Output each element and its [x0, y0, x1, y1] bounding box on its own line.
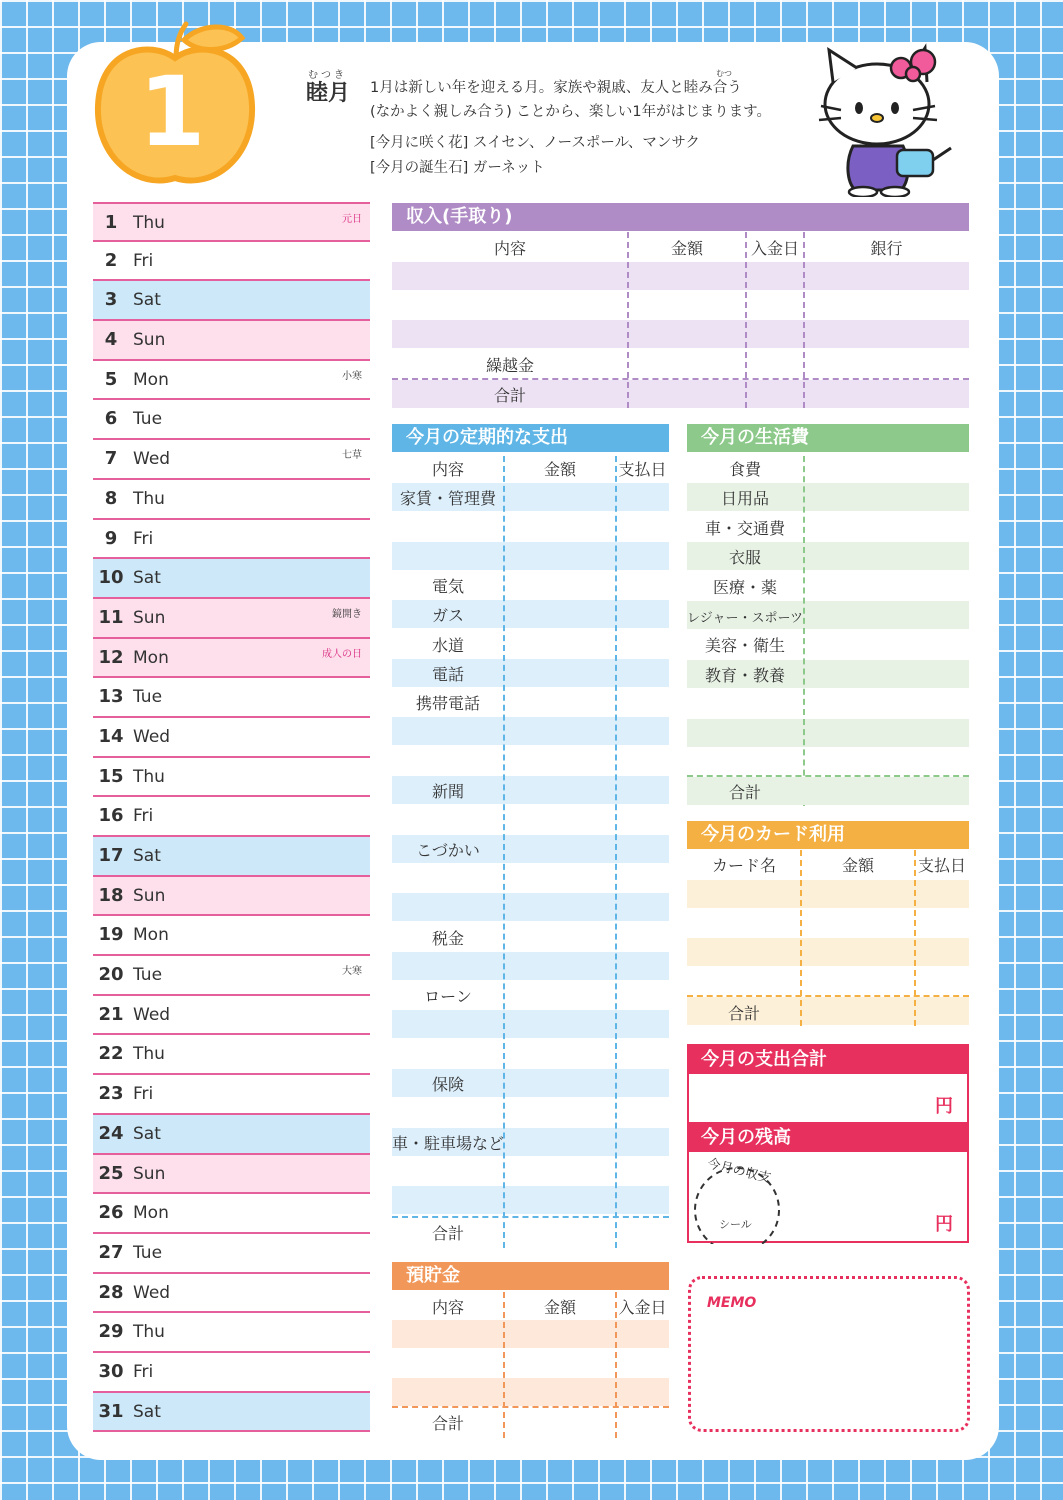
day-weekday: Sun: [133, 885, 166, 906]
fixed-item-label: ローン: [424, 987, 472, 1007]
day-weekday: Thu: [133, 488, 165, 509]
savings-row-stripe: [392, 1320, 669, 1348]
calendar-day-row[interactable]: [93, 599, 370, 639]
fixed-total-label: 合計: [431, 1224, 464, 1243]
day-number: 29: [98, 1321, 124, 1343]
fixed-row-stripe: [392, 952, 669, 980]
day-calendar-list: [93, 202, 370, 1432]
fixed-item-label: こづかい: [416, 840, 480, 860]
day-number: 7: [104, 448, 118, 470]
fixed-col-pay-date: 支払日: [618, 460, 667, 479]
calendar-day-row[interactable]: [93, 1035, 370, 1075]
day-weekday: Tue: [133, 1242, 163, 1263]
card-row-stripe: [687, 880, 969, 908]
day-number: 12: [98, 646, 124, 668]
day-weekday: Wed: [133, 726, 171, 747]
fixed-item-label: 車・駐車場など: [392, 1133, 505, 1153]
living-expenses-section-header: 今月の生活費: [687, 424, 969, 452]
living-item-label: 食費: [728, 460, 761, 479]
calendar-day-row[interactable]: [93, 202, 370, 242]
day-note: 七草: [342, 450, 362, 462]
day-number: 6: [104, 408, 118, 430]
day-note: 小寒: [342, 370, 362, 382]
fixed-row-stripe: [392, 1186, 669, 1214]
day-weekday: Fri: [133, 806, 154, 827]
calendar-day-row[interactable]: [93, 1393, 370, 1433]
day-weekday: Fri: [133, 1084, 154, 1105]
card-col-name: カード名: [711, 856, 776, 875]
day-number: 31: [98, 1400, 124, 1422]
calendar-day-row[interactable]: [93, 1194, 370, 1234]
day-weekday: Thu: [133, 1322, 165, 1343]
income-section-header: 収入(手取り): [392, 203, 969, 231]
month-name-ruby: むつき: [308, 70, 347, 81]
day-number: 24: [98, 1122, 124, 1144]
card-row-stripe: [687, 938, 969, 966]
day-weekday: Wed: [133, 1282, 171, 1303]
description-ruby: むつ: [716, 69, 732, 78]
balance-yen-unit: 円: [935, 1214, 953, 1235]
day-number: 19: [98, 924, 124, 946]
fixed-item-label: 電話: [431, 664, 464, 684]
fixed-col-divider: [615, 456, 617, 1248]
day-number: 3: [104, 289, 118, 311]
calendar-day-row[interactable]: [93, 758, 370, 798]
fixed-item-label: 家賃・管理費: [399, 489, 496, 508]
day-number: 25: [98, 1162, 124, 1184]
calendar-day-row[interactable]: [93, 361, 370, 401]
calendar-day-row[interactable]: [93, 797, 370, 837]
savings-row-stripe: [392, 1378, 669, 1406]
calendar-day-row[interactable]: [93, 1234, 370, 1274]
day-weekday: Wed: [133, 1004, 171, 1025]
fixed-row-stripe: [392, 542, 669, 570]
card-total-label: 合計: [727, 1004, 760, 1023]
fixed-item-label: 保険: [431, 1075, 464, 1094]
day-number: 2: [104, 249, 118, 271]
expense-total-header: 今月の支出合計: [689, 1046, 967, 1074]
balance-box: [687, 1122, 969, 1243]
day-weekday: Mon: [133, 647, 169, 668]
income-col-divider: [745, 232, 747, 408]
fixed-col-content: 内容: [431, 460, 464, 479]
day-number: 11: [98, 606, 124, 628]
calendar-day-row[interactable]: [93, 1075, 370, 1115]
fixed-expenses-section-header: 今月の定期的な支出: [392, 424, 669, 452]
fixed-row-stripe: [392, 717, 669, 745]
day-number: 9: [104, 527, 118, 549]
expense-total-yen-unit: 円: [935, 1096, 953, 1117]
income-carryover-label: 繰越金: [485, 356, 534, 375]
calendar-day-row[interactable]: [93, 281, 370, 321]
living-col-divider: [803, 456, 805, 806]
day-weekday: Sun: [133, 330, 166, 351]
day-weekday: Fri: [133, 528, 154, 549]
day-weekday: Tue: [133, 409, 163, 430]
savings-col-deposit-date: 入金日: [618, 1298, 667, 1317]
day-number: 22: [98, 1043, 124, 1065]
month-description-line1: 1月は新しい年を迎える月。家族や親戚、友人と睦み合う: [370, 80, 742, 96]
card-col-divider: [800, 850, 802, 1026]
card-total-divider: [687, 995, 969, 997]
calendar-day-row[interactable]: [93, 678, 370, 718]
living-item-label: レジャー・スポーツ: [687, 611, 803, 626]
calendar-day-row[interactable]: [93, 242, 370, 282]
day-note: 鏡開き: [332, 608, 362, 620]
month-name: 睦月: [306, 81, 351, 106]
card-usage-section-header: 今月のカード利用: [687, 821, 969, 849]
month-description-line2: (なかよく親しみ合う) ことから、楽しい1年がはじまります。: [370, 104, 771, 120]
day-number: 27: [98, 1241, 124, 1263]
day-number: 21: [98, 1003, 124, 1025]
income-col-bank: 銀行: [870, 239, 903, 258]
day-number: 1: [104, 212, 118, 233]
month-number: 1: [138, 56, 206, 168]
month-flower: [今月に咲く花] スイセン、ノースポール、マンサク: [370, 135, 700, 151]
calendar-day-row[interactable]: [93, 916, 370, 956]
day-note: 大寒: [342, 966, 362, 978]
day-weekday: Sat: [133, 1401, 161, 1422]
day-weekday: Wed: [133, 449, 171, 470]
living-item-label: 衣服: [728, 548, 761, 568]
day-weekday: Sat: [133, 290, 161, 311]
day-number: 10: [98, 567, 124, 589]
card-col-amount: 金額: [841, 856, 874, 875]
calendar-day-row[interactable]: [93, 1155, 370, 1195]
income-col-amount: 金額: [670, 239, 703, 258]
calendar-day-row[interactable]: [93, 718, 370, 758]
calendar-day-row[interactable]: [93, 877, 370, 917]
fixed-col-amount: 金額: [543, 460, 576, 479]
income-total-label: 合計: [493, 386, 526, 405]
fixed-item-label: 税金: [431, 928, 464, 948]
income-row-stripe: [392, 320, 969, 348]
day-number: 28: [98, 1281, 124, 1303]
day-weekday: Tue: [133, 687, 163, 708]
calendar-day-row[interactable]: [93, 1274, 370, 1314]
day-number: 23: [98, 1083, 124, 1105]
fixed-item-label: 水道: [431, 635, 464, 655]
fixed-item-label: 電気: [431, 576, 464, 596]
income-total-divider: [392, 378, 969, 380]
day-number: 17: [98, 845, 124, 866]
balance-header: 今月の残高: [689, 1124, 967, 1152]
sticker-label: シール: [719, 1218, 752, 1231]
day-number: 5: [104, 368, 118, 390]
day-weekday: Fri: [133, 250, 154, 271]
month-birthstone: [今月の誕生石] ガーネット: [370, 160, 545, 176]
savings-section-header: 預貯金: [392, 1262, 669, 1290]
fixed-item-label: 携帯電話: [415, 694, 480, 714]
day-number: 15: [98, 765, 124, 787]
calendar-day-row[interactable]: [93, 996, 370, 1036]
day-number: 13: [98, 686, 124, 708]
calendar-day-row[interactable]: [93, 520, 370, 560]
day-number: 16: [98, 805, 124, 827]
income-col-deposit-date: 入金日: [750, 239, 799, 258]
day-number: 30: [98, 1360, 124, 1382]
calendar-day-row[interactable]: [93, 1115, 370, 1155]
day-weekday: Sun: [133, 607, 166, 628]
day-weekday: Thu: [133, 213, 165, 233]
day-weekday: Sun: [133, 1163, 166, 1184]
calendar-day-row[interactable]: [93, 1353, 370, 1393]
expense-total-box: [687, 1044, 969, 1124]
day-note: 成人の日: [322, 648, 362, 660]
kitty-character-illustration: [815, 42, 955, 197]
income-col-divider: [803, 232, 805, 408]
day-number: 14: [98, 725, 124, 747]
fixed-item-label: 新聞: [431, 782, 464, 801]
calendar-day-row[interactable]: [93, 639, 370, 679]
savings-total-divider: [392, 1406, 669, 1408]
sticker-caption: 今月の収支: [705, 1156, 773, 1187]
memo-label: MEMO: [707, 1295, 757, 1311]
income-row-stripe: [392, 262, 969, 290]
fixed-item-label: ガス: [431, 606, 464, 626]
fixed-total-divider: [392, 1216, 669, 1218]
day-weekday: Mon: [133, 1203, 169, 1224]
day-weekday: Tue: [133, 965, 163, 986]
calendar-day-row[interactable]: [93, 1313, 370, 1353]
card-col-pay-date: 支払日: [917, 856, 966, 875]
day-note: 元日: [342, 214, 362, 225]
calendar-day-row[interactable]: [93, 321, 370, 361]
living-item-label: 医療・薬: [712, 577, 777, 597]
living-item-label: 車・交通費: [704, 518, 785, 538]
savings-col-divider: [615, 1292, 617, 1438]
living-row-stripe: [687, 719, 969, 747]
day-number: 18: [98, 884, 124, 906]
savings-col-content: 内容: [431, 1298, 464, 1317]
calendar-day-row[interactable]: [93, 400, 370, 440]
day-number: 20: [98, 964, 124, 986]
calendar-day-row[interactable]: [93, 837, 370, 877]
day-weekday: Thu: [133, 1044, 165, 1065]
calendar-day-row[interactable]: [93, 559, 370, 599]
card-col-divider: [914, 850, 916, 1026]
calendar-day-row[interactable]: [93, 440, 370, 480]
day-weekday: Thu: [133, 766, 165, 787]
savings-col-amount: 金額: [543, 1298, 576, 1317]
day-number: 4: [104, 329, 118, 351]
day-weekday: Fri: [133, 1361, 154, 1382]
day-weekday: Mon: [133, 369, 169, 390]
income-col-content: 内容: [493, 239, 526, 258]
fixed-row-stripe: [392, 893, 669, 921]
memo-box[interactable]: [688, 1276, 970, 1432]
living-total-label: 合計: [728, 783, 761, 802]
fixed-row-stripe: [392, 1010, 669, 1038]
day-weekday: Sat: [133, 846, 161, 866]
day-weekday: Mon: [133, 925, 169, 946]
living-item-label: 美容・衛生: [704, 636, 785, 656]
day-weekday: Sat: [133, 568, 161, 589]
calendar-day-row[interactable]: [93, 480, 370, 520]
day-number: 26: [98, 1202, 124, 1224]
living-item-label: 日用品: [720, 489, 769, 509]
day-number: 8: [104, 487, 118, 509]
fixed-col-divider: [503, 456, 505, 1248]
savings-total-label: 合計: [431, 1414, 464, 1433]
income-col-divider: [627, 232, 629, 408]
living-item-label: 教育・教養: [704, 665, 785, 685]
calendar-day-row[interactable]: [93, 956, 370, 996]
day-weekday: Sat: [133, 1123, 161, 1144]
